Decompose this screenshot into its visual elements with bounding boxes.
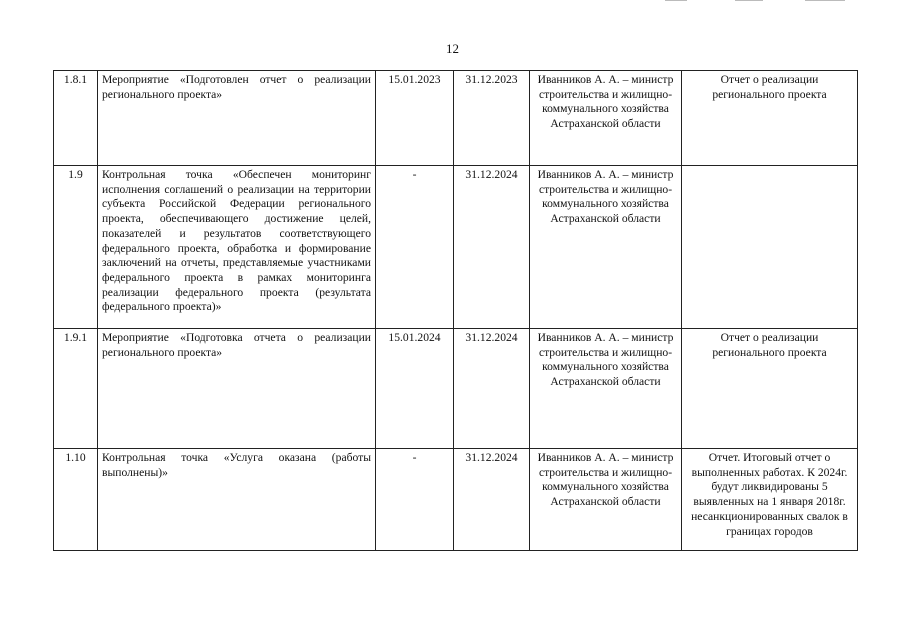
row-end-date: 31.12.2024 [454,449,530,551]
table-row [54,166,858,329]
row-number: 1.8.1 [54,71,98,166]
row-end-date: 31.12.2024 [454,329,530,449]
row-responsible: Иванников А. А. – министр строительства и жилищно-коммунального хозяйства Астраханской области [530,449,682,551]
table-row [54,329,858,449]
row-responsible: Иванников А. А. – министр строительства и жилищно-коммунального хозяйства Астраханской области [530,329,682,449]
row-number: 1.9 [54,166,98,329]
row-start-date: 15.01.2024 [376,329,454,449]
row-result: Отчет. Итоговый отчет о выполненных работах. К 2024г. будут ликвидированы 5 выявленных на 1 января 2018г. несанкционированных свалок в границах городов [682,449,858,551]
row-end-date: 31.12.2024 [454,166,530,329]
row-description: Мероприятие «Подготовка отчета о реализации регионального проекта» [98,329,376,449]
row-description: Контрольная точка «Обеспечен мониторинг исполнения соглашений о реализации на территории субъекта Российской Федерации регионального проекта, обеспечивающего достижение целей, показателей и результатов соответствующего федерального проекта, обработка и формирование заключений на отчеты, представляемые участниками федерального проекта в рамках мониторинга реализации федерального проекта (результата федерального проекта)» [98,166,376,329]
row-description: Мероприятие «Подготовлен отчет о реализации регионального проекта» [98,71,376,166]
scan-artifact-marks [665,0,865,4]
page-number: 12 [446,41,459,56]
row-end-date: 31.12.2023 [454,71,530,166]
row-description: Контрольная точка «Услуга оказана (работы выполнены)» [98,449,376,551]
row-start-date: - [376,166,454,329]
project-plan-table [53,70,858,551]
row-result [682,166,858,329]
row-result: Отчет о реализации регионального проекта [682,71,858,166]
table-row [54,449,858,551]
row-result: Отчет о реализации регионального проекта [682,329,858,449]
table-row [54,71,858,166]
row-responsible: Иванников А. А. – министр строительства и жилищно-коммунального хозяйства Астраханской области [530,71,682,166]
row-number: 1.9.1 [54,329,98,449]
row-responsible: Иванников А. А. – министр строительства и жилищно-коммунального хозяйства Астраханской области [530,166,682,329]
row-start-date: 15.01.2023 [376,71,454,166]
row-start-date: - [376,449,454,551]
row-number: 1.10 [54,449,98,551]
